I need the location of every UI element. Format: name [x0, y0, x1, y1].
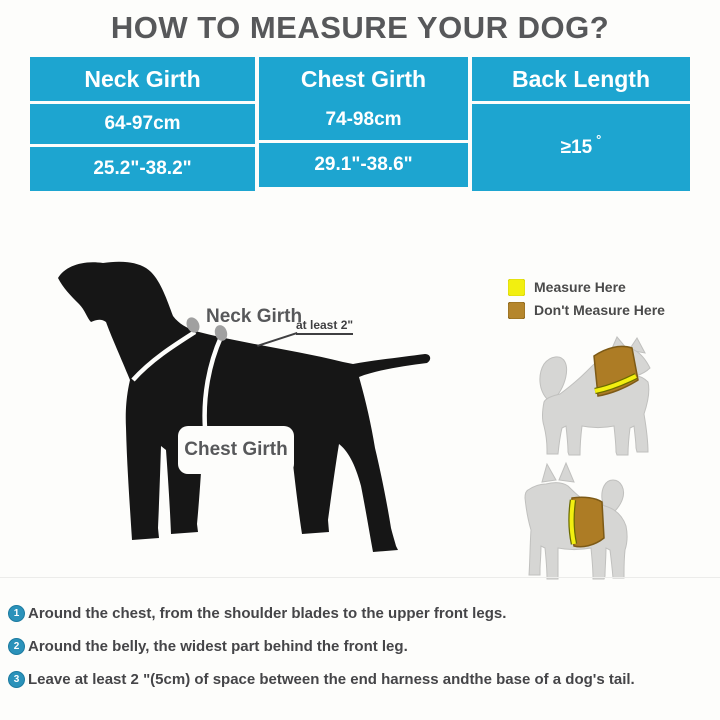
legend-label: Don't Measure Here [534, 302, 665, 318]
back-length-angle-value: ≥15 [560, 136, 593, 158]
table-header-neck-girth: Neck Girth [30, 57, 255, 101]
neck-band-dog-illustration [536, 336, 658, 458]
legend-label: Measure Here [534, 279, 626, 295]
dont-measure-here-swatch-icon [508, 302, 525, 319]
instruction-text: Around the chest, from the shoulder blades to the upper front legs. [28, 604, 507, 622]
dog-silhouette-illustration [35, 258, 465, 566]
table-cell-chest-inches: 29.1"-38.6" [259, 143, 468, 187]
page-title: HOW TO MEASURE YOUR DOG? [110, 10, 610, 45]
instruction-item [8, 604, 714, 622]
numbered-bullet-icon: 1 [8, 605, 25, 622]
instruction-item [8, 670, 714, 688]
table-cell-back-length-angle [472, 104, 690, 191]
belly-band-dog-illustration [514, 460, 646, 582]
table-cell-chest-cm: 74-98cm [259, 100, 468, 140]
chest-girth-label: Chest Girth [184, 439, 288, 460]
instruction-list [8, 604, 714, 703]
instruction-text: Leave at least 2 "(5cm) of space between the end harness andthe base of a dog's tail. [28, 670, 635, 688]
table-header-chest-girth: Chest Girth [259, 57, 468, 101]
numbered-bullet-icon: 2 [8, 638, 25, 655]
table-cell-neck-cm: 64-97cm [30, 104, 255, 144]
clearance-label: at least 2" [296, 318, 353, 335]
instruction-text: Around the belly, the widest part behind the front leg. [28, 637, 408, 655]
neck-girth-label: Neck Girth [206, 306, 303, 327]
degree-symbol: ° [596, 132, 602, 147]
yellow-swatch [508, 279, 525, 296]
table-header-back-length: Back Length [472, 57, 690, 101]
numbered-bullet-icon: 3 [8, 671, 25, 688]
footer-divider [0, 577, 720, 578]
brown-swatch [508, 302, 525, 319]
legend-item-dont-measure-here [508, 301, 665, 319]
chest-girth-label-box [178, 426, 294, 474]
small-dog-ear-icon [542, 464, 556, 482]
small-dog-ear-icon [559, 463, 574, 482]
measure-here-swatch-icon [508, 279, 525, 296]
measurement-table [30, 57, 690, 191]
legend [508, 278, 665, 324]
instruction-item [8, 637, 714, 655]
table-cell-neck-inches: 25.2"-38.2" [30, 147, 255, 191]
legend-item-measure-here [508, 278, 665, 296]
